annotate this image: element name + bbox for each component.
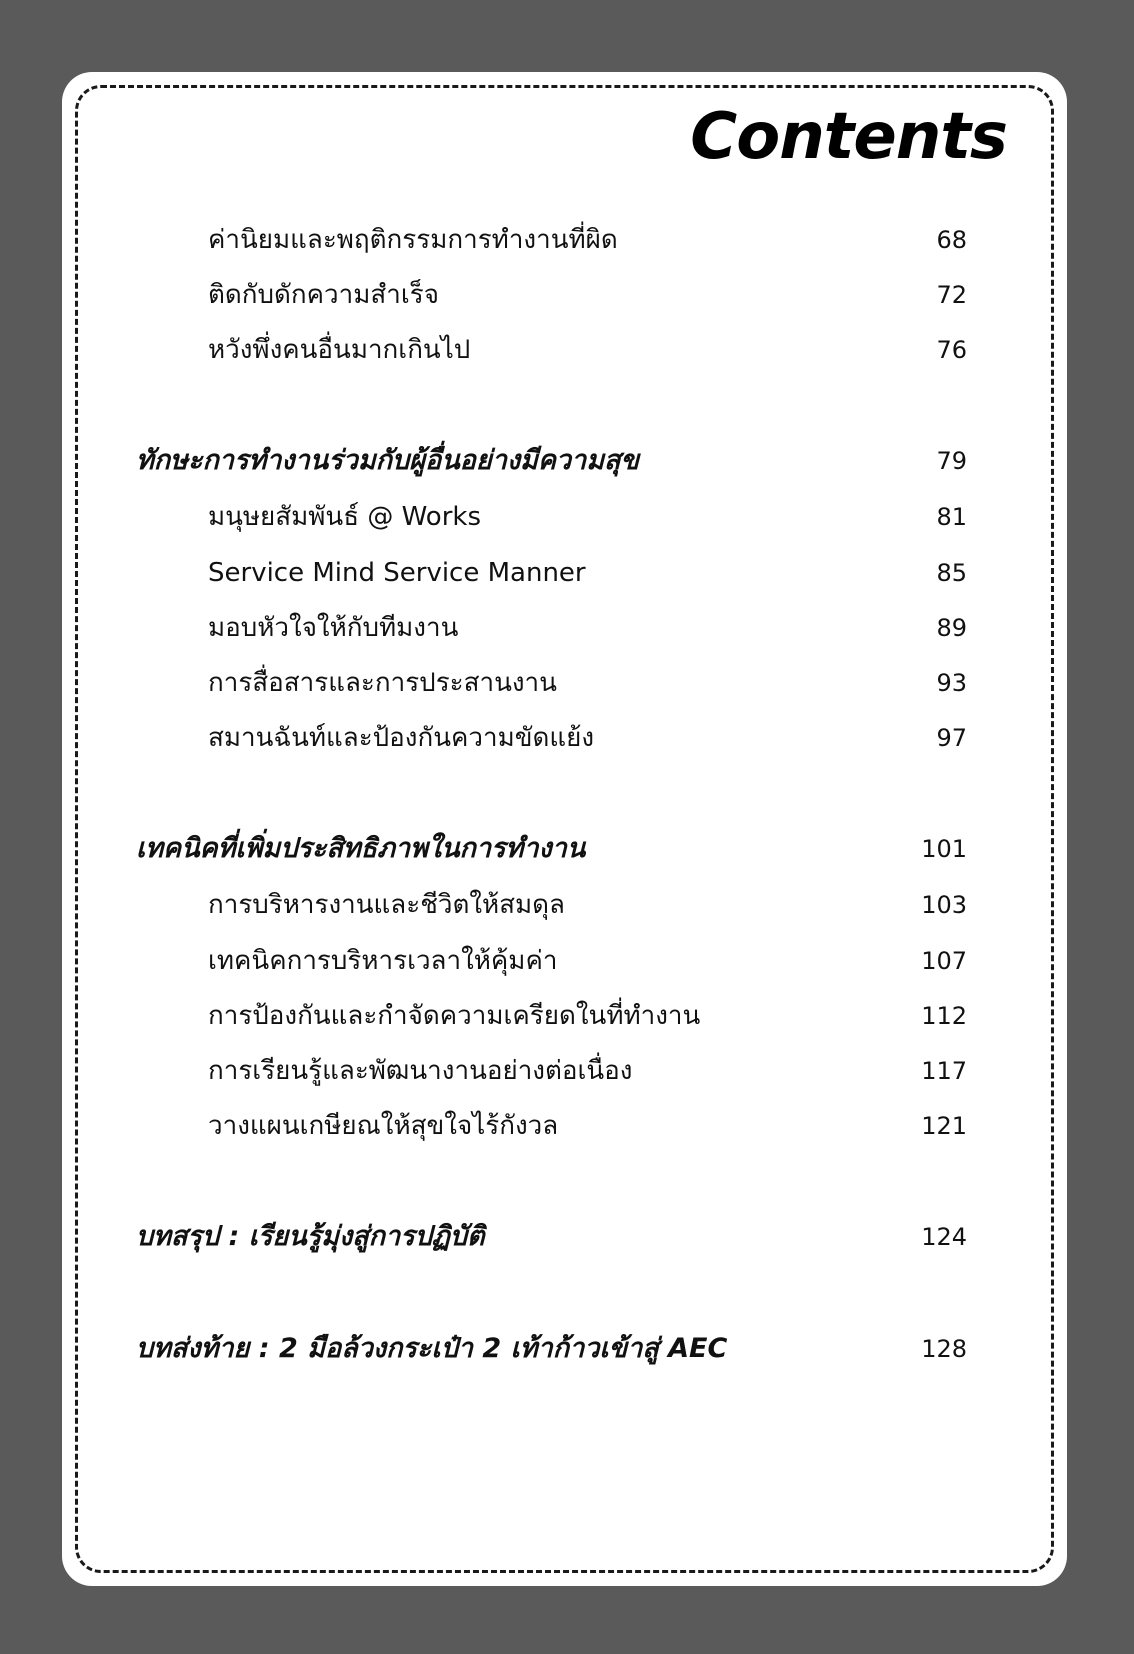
- toc-entry: [62, 489, 1067, 545]
- toc-page-number: 76: [936, 336, 967, 364]
- toc-entry-label: มอบหัวใจให้กับทีมงาน: [208, 613, 459, 643]
- toc-section-label: เทคนิคที่เพิ่มประสิทธิภาพในการทำงาน: [136, 833, 586, 864]
- toc-entry-label: มนุษยสัมพันธ์ @ Works: [208, 502, 481, 532]
- toc-page-number: 101: [921, 835, 967, 863]
- toc-entry: [62, 710, 1067, 766]
- toc-entry-label: Service Mind Service Manner: [208, 558, 586, 588]
- toc-page-number: 121: [921, 1112, 967, 1140]
- toc-entry: [62, 877, 1067, 933]
- toc-page-number: 89: [936, 614, 967, 642]
- toc-page-number: 72: [936, 281, 967, 309]
- toc-section-label: ทักษะการทำงานร่วมกับผู้อื่นอย่างมีความสุข: [136, 445, 639, 476]
- toc-entry: [62, 322, 1067, 378]
- toc-page-number: 128: [921, 1335, 967, 1363]
- toc-entry-label: ติดกับดักความสำเร็จ: [208, 280, 439, 310]
- toc-section-label: บทสรุป : เรียนรู้มุ่งสู่การปฏิบัติ: [136, 1221, 485, 1252]
- toc-page-number: 68: [936, 226, 967, 254]
- page-title: Contents: [690, 100, 1007, 174]
- toc-page-number: 124: [921, 1223, 967, 1251]
- toc-section-heading: [62, 433, 1067, 489]
- toc-entry-label: การเรียนรู้และพัฒนางานอย่างต่อเนื่อง: [208, 1056, 633, 1086]
- toc-entry-label: สมานฉันท์และป้องกันความขัดแย้ง: [208, 723, 595, 753]
- toc-entry-label: หวังพึ่งคนอื่นมากเกินไป: [208, 335, 471, 365]
- toc-page-number: 79: [936, 447, 967, 475]
- toc-section-heading: [62, 1321, 1067, 1377]
- toc-entry-label: เทคนิคการบริหารเวลาให้คุ้มค่า: [208, 946, 558, 976]
- toc-page-number: 97: [936, 724, 967, 752]
- toc-page-number: 81: [936, 503, 967, 531]
- toc-section-heading: [62, 821, 1067, 877]
- toc-entry-label: วางแผนเกษียณให้สุขใจไร้กังวล: [208, 1111, 559, 1141]
- toc-entry-label: การป้องกันและกำจัดความเครียดในที่ทำงาน: [208, 1001, 701, 1031]
- toc-entry: [62, 988, 1067, 1044]
- toc-entry: [62, 1043, 1067, 1099]
- toc-section-label: บทส่งท้าย : 2 มือล้วงกระเป๋า 2 เท้าก้าวเข้าสู่ AEC: [136, 1333, 728, 1364]
- toc-entry: [62, 267, 1067, 323]
- toc-page-number: 93: [936, 669, 967, 697]
- toc-page-number: 117: [921, 1057, 967, 1085]
- toc-page-number: 85: [936, 559, 967, 587]
- toc-page-number: 103: [921, 891, 967, 919]
- toc-entry: [62, 212, 1067, 268]
- toc-entry: [62, 933, 1067, 989]
- toc-entry: [62, 545, 1067, 601]
- toc-entry: [62, 1098, 1067, 1154]
- toc-page-number: 112: [921, 1002, 967, 1030]
- toc-section-heading: [62, 1209, 1067, 1265]
- toc-entry-label: การสื่อสารและการประสานงาน: [208, 668, 557, 698]
- toc-entry: [62, 600, 1067, 656]
- toc-entry-label: การบริหารงานและชีวิตให้สมดุล: [208, 890, 565, 920]
- book-page: [62, 72, 1067, 1586]
- toc-entry: [62, 655, 1067, 711]
- toc-page-number: 107: [921, 947, 967, 975]
- toc-entry-label: ค่านิยมและพฤติกรรมการทำงานที่ผิด: [208, 225, 618, 255]
